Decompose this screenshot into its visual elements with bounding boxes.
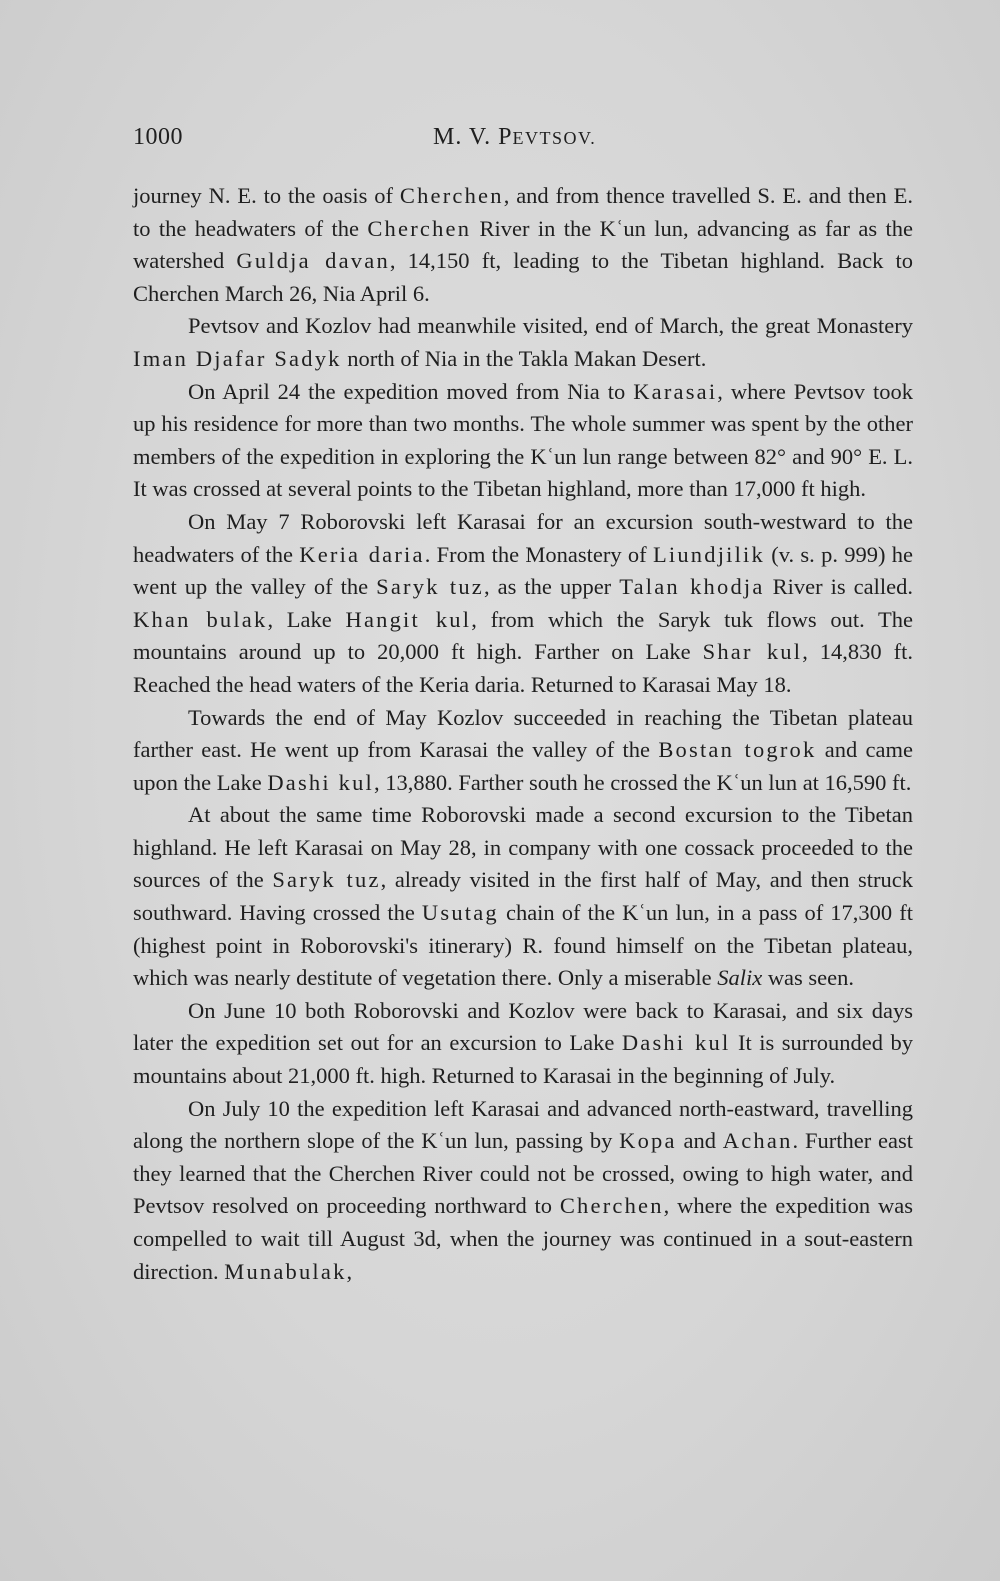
paragraph: [133, 1093, 913, 1289]
text-run: journey N. E. to the oasis of: [133, 183, 400, 208]
text-run: On May 7 Roborovski left Karasai for an excursion south-westward to the headwaters of the: [133, 508, 913, 567]
text-run: On July 10 the expedition left Karasai and advanced north-eastward, travelling along the northern slope of the Kʿun lun, passing by: [133, 1095, 913, 1154]
spaced-place-name: Munabulak: [224, 1258, 347, 1284]
author-surname-rest: EVTSOV.: [512, 128, 597, 148]
text-run: , and from thence travelled S. E. and then E. to the headwaters of the: [133, 183, 913, 241]
paragraph: [133, 702, 913, 800]
spaced-place-name: Shar kul: [702, 639, 803, 665]
page-number: 1000: [133, 124, 183, 150]
text-run: and came upon the Lake: [133, 737, 913, 795]
spaced-place-name: Bostan togrok: [658, 737, 817, 763]
spaced-place-name: Liundjilik: [652, 541, 765, 567]
text-run: It is surrounded by mountains about 21,000 ft. high. Returned to Karasai in the beginning of July.: [133, 1030, 914, 1089]
spaced-place-name: Hangit kul: [345, 606, 472, 632]
spaced-place-name: Saryk tuz: [376, 574, 484, 600]
text-run: , 14,150 ft, leading to the Tibetan highland. Back to Cherchen March 26, Nia April 6.: [133, 248, 914, 306]
italic-term: Salix: [717, 965, 763, 991]
paragraph: [133, 799, 913, 995]
text-run: At about the same time Roborovski made a second excursion to the Tibetan highland. He left Karasai on May 28, in company with one cossack proceeded to the sources of the: [133, 802, 913, 893]
text-run: River is called.: [764, 574, 913, 600]
paragraph: [133, 995, 913, 1093]
text-run: north of Nia in the Takla Makan Desert.: [341, 345, 707, 371]
paragraph: [133, 310, 913, 375]
text-run: On June 10 both Roborovski and Kozlov were back to Karasai, and six days later the expedition set out for an excursion to Lake: [133, 997, 913, 1056]
spaced-place-name: Dashi kul: [267, 769, 375, 795]
text-run: River in the Kʿun lun, advancing as far as the watershed: [133, 215, 913, 274]
spaced-place-name: Cherchen: [367, 215, 472, 241]
spaced-place-name: Talan khodja: [619, 574, 765, 600]
paragraph: [133, 376, 913, 506]
text-run: On April 24 the expedition moved from Nia to: [188, 378, 634, 404]
spaced-place-name: Achan: [722, 1128, 793, 1154]
author-initials: M. V.: [433, 124, 499, 150]
text-run: . From the Monastery of: [424, 541, 653, 567]
author-surname-initial: P: [498, 124, 513, 150]
spaced-place-name: Dashi kul: [621, 1030, 731, 1056]
text-run: , where the expedition was compelled to wait till August 3d, when the journey was continued in a sout-eastern direction.: [133, 1193, 913, 1284]
text-run: and: [676, 1128, 723, 1154]
text-run: Pevtsov and Kozlov had meanwhile visited, end of March, the great Monastery: [188, 313, 913, 339]
spaced-place-name: Cherchen: [399, 183, 504, 208]
text-run: , where Pevtsov took up his residence for more than two months. The whole summer was spent by the other members of the expedition in exploring the Kʿun lun range between 82° and 90° E. L. It was crossed at several points to the Tibetan highland, more than 17,000 ft high.: [133, 378, 913, 502]
text-run: , Lake: [267, 606, 346, 632]
spaced-place-name: Kopa: [619, 1128, 677, 1154]
spaced-place-name: Guldja davan: [236, 248, 390, 274]
running-head-author: [433, 124, 596, 151]
text-run: (v. s. p. 999) he went up the valley of the: [133, 541, 913, 600]
text-run: , from which the Saryk tuk flows out. The mountains around up to 20,000 ft high. Farther on Lake: [133, 606, 914, 665]
body-text: [133, 180, 913, 1288]
text-run: , 13,880. Farther south he crossed the Kʿun lun at 16,590 ft.: [374, 769, 912, 795]
text-run: , already visited in the first half of May, and then struck southward. Having crossed the: [133, 867, 913, 926]
text-run: chain of the Kʿun lun, in a pass of 17,300 ft (highest point in Roborovski's itinerary) R. found himself on the Tibetan plateau, which was nearly destitute of vegetation there. Only a miserable: [133, 900, 913, 991]
spaced-place-name: Keria daria: [299, 541, 425, 567]
spaced-place-name: Khan bulak: [133, 606, 268, 632]
spaced-place-name: Cherchen: [559, 1193, 664, 1219]
running-header: [133, 124, 920, 158]
spaced-place-name: Iman Djafar Sadyk: [133, 345, 342, 371]
text-run: ,: [346, 1258, 353, 1284]
text-run: , as the upper: [483, 574, 620, 600]
paragraph: [133, 506, 913, 702]
spaced-place-name: Usutag: [421, 900, 499, 926]
spaced-place-name: Saryk tuz: [272, 867, 381, 893]
text-run: , 14,830 ft. Reached the head waters of the Keria daria. Returned to Karasai May 18.: [133, 639, 913, 697]
paragraph: [133, 180, 913, 310]
text-run: was seen.: [762, 965, 855, 991]
text-run: . Further east they learned that the Cherchen River could not be crossed, owing to high water, and Pevtsov resolved on proceeding northward to: [133, 1128, 913, 1219]
text-run: Towards the end of May Kozlov succeeded in reaching the Tibetan plateau farther east. He went up from Karasai the valley of the: [133, 704, 913, 763]
spaced-place-name: Karasai: [633, 378, 718, 404]
